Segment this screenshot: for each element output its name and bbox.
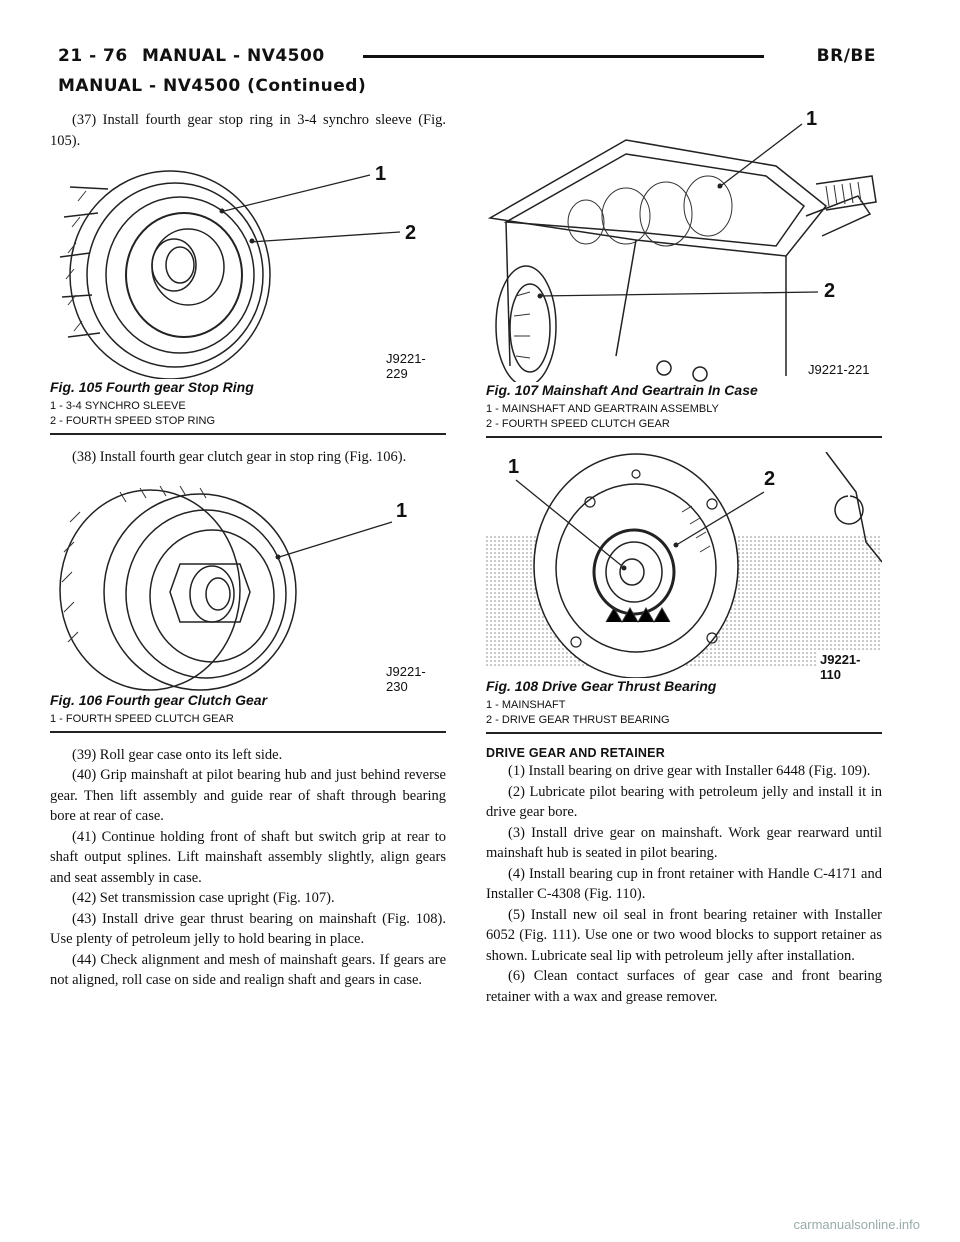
step-44: (44) Check alignment and mesh of mainshaft gears. If gears are not aligned, roll case on side and realign shaft and gears in case. bbox=[50, 951, 446, 988]
dg-step-4: (4) Install bearing cup in front retainer with Handle C-4171 and Installer C-4308 (Fig. 110). bbox=[486, 865, 882, 902]
figure-108 bbox=[486, 452, 882, 682]
drive-gear-section bbox=[486, 746, 882, 1007]
fig107-rule bbox=[486, 436, 882, 438]
fig107-callout-2: 2 bbox=[824, 280, 836, 302]
left-steps bbox=[50, 745, 446, 991]
fig105-illustration bbox=[50, 167, 446, 379]
fig106-caption: Fig. 106 Fourth gear Clutch Gear bbox=[50, 691, 268, 708]
dg-step-6: (6) Clean contact surfaces of gear case and front bearing retainer with a wax and grease remover. bbox=[486, 968, 882, 1005]
step-42: (42) Set transmission case upright (Fig. 107). bbox=[72, 890, 335, 906]
fig108-illustration bbox=[486, 452, 882, 678]
dg-step-2: (2) Lubricate pilot bearing with petroleum jelly and install it in drive gear bore. bbox=[486, 783, 882, 820]
model-code: BR/BE bbox=[816, 46, 876, 66]
fig106-code: J9221-230 bbox=[386, 663, 426, 694]
fig108-legend-2: 2 - DRIVE GEAR THRUST BEARING bbox=[486, 714, 670, 726]
dg-step-1: (1) Install bearing on drive gear with Installer 6448 (Fig. 109). bbox=[508, 763, 871, 779]
header-rule bbox=[363, 55, 764, 58]
fig106-legend-1: 1 - FOURTH SPEED CLUTCH GEAR bbox=[50, 712, 234, 725]
watermark-footer: carmanualsonline.info bbox=[793, 1217, 920, 1232]
fig108-code: J9221-110 bbox=[818, 652, 882, 682]
fig105-legend-1: 1 - 3-4 SYNCHRO SLEEVE bbox=[50, 400, 186, 412]
fig107-caption: Fig. 107 Mainshaft And Geartrain In Case bbox=[486, 382, 758, 398]
fig108-legend-1: 1 - MAINSHAFT bbox=[486, 699, 566, 711]
fig106-callout-1: 1 bbox=[396, 499, 408, 522]
fig108-callout-1: 1 bbox=[508, 456, 520, 478]
fig106-illustration bbox=[50, 482, 446, 692]
fig107-callout-1: 1 bbox=[806, 108, 818, 130]
step-40: (40) Grip mainshaft at pilot bearing hub and just behind reverse gear. Then lift assembly and guide rear of shaft through bearing bore at rear of case. bbox=[50, 767, 446, 824]
fig106-rule bbox=[50, 731, 446, 733]
figure-106 bbox=[50, 482, 446, 692]
continued-title: MANUAL - NV4500 (Continued) bbox=[58, 76, 367, 96]
step-41: (41) Continue holding front of shaft but switch grip at rear to shaft output splines. Lift mainshaft assembly slightly, align gears and seat assembly in case. bbox=[50, 828, 446, 886]
fig108-callout-2: 2 bbox=[764, 468, 776, 490]
step-43: (43) Install drive gear thrust bearing on mainshaft (Fig. 108). Use plenty of petroleum jelly to hold bearing in place. bbox=[50, 910, 446, 947]
fig105-caption: Fig. 105 Fourth gear Stop Ring bbox=[50, 379, 254, 395]
fig107-legend-1: 1 - MAINSHAFT AND GEARTRAIN ASSEMBLY bbox=[486, 403, 719, 415]
manual-title: MANUAL - NV4500 bbox=[142, 46, 325, 66]
fig107-illustration bbox=[486, 106, 882, 382]
section-title: DRIVE GEAR AND RETAINER bbox=[486, 746, 665, 760]
page-number: 21 - 76 bbox=[58, 46, 128, 66]
right-column bbox=[486, 106, 882, 1007]
left-column bbox=[50, 110, 446, 991]
step-38: (38) Install fourth gear clutch gear in stop ring (Fig. 106). bbox=[72, 449, 407, 465]
dg-step-5: (5) Install new oil seal in front bearing retainer with Installer 6052 (Fig. 111). Use one or two wood blocks to support retainer as shown. Lubricate seal lip with petroleum jelly after installation. bbox=[486, 906, 882, 964]
fig107-legend-2: 2 - FOURTH SPEED CLUTCH GEAR bbox=[486, 418, 670, 430]
step-39: (39) Roll gear case onto its left side. bbox=[72, 746, 283, 763]
dg-step-3: (3) Install drive gear on mainshaft. Work gear rearward until mainshaft hub is seated in pilot bearing. bbox=[486, 824, 882, 861]
fig105-rule bbox=[50, 433, 446, 435]
fig105-callout-1: 1 bbox=[375, 163, 387, 185]
figure-107 bbox=[486, 106, 882, 382]
fig105-callout-2: 2 bbox=[405, 222, 417, 244]
fig105-code: J9221-229 bbox=[386, 351, 426, 381]
page-header bbox=[58, 46, 876, 72]
fig107-code: J9221-221 bbox=[808, 362, 870, 377]
fig105-legend-2: 2 - FOURTH SPEED STOP RING bbox=[50, 415, 216, 427]
fig108-rule bbox=[486, 732, 882, 734]
step-37: (37) Install fourth gear stop ring in 3-4 synchro sleeve (Fig. 105). bbox=[50, 112, 446, 149]
figure-105 bbox=[50, 163, 446, 381]
fig108-caption: Fig. 108 Drive Gear Thrust Bearing bbox=[486, 678, 717, 694]
